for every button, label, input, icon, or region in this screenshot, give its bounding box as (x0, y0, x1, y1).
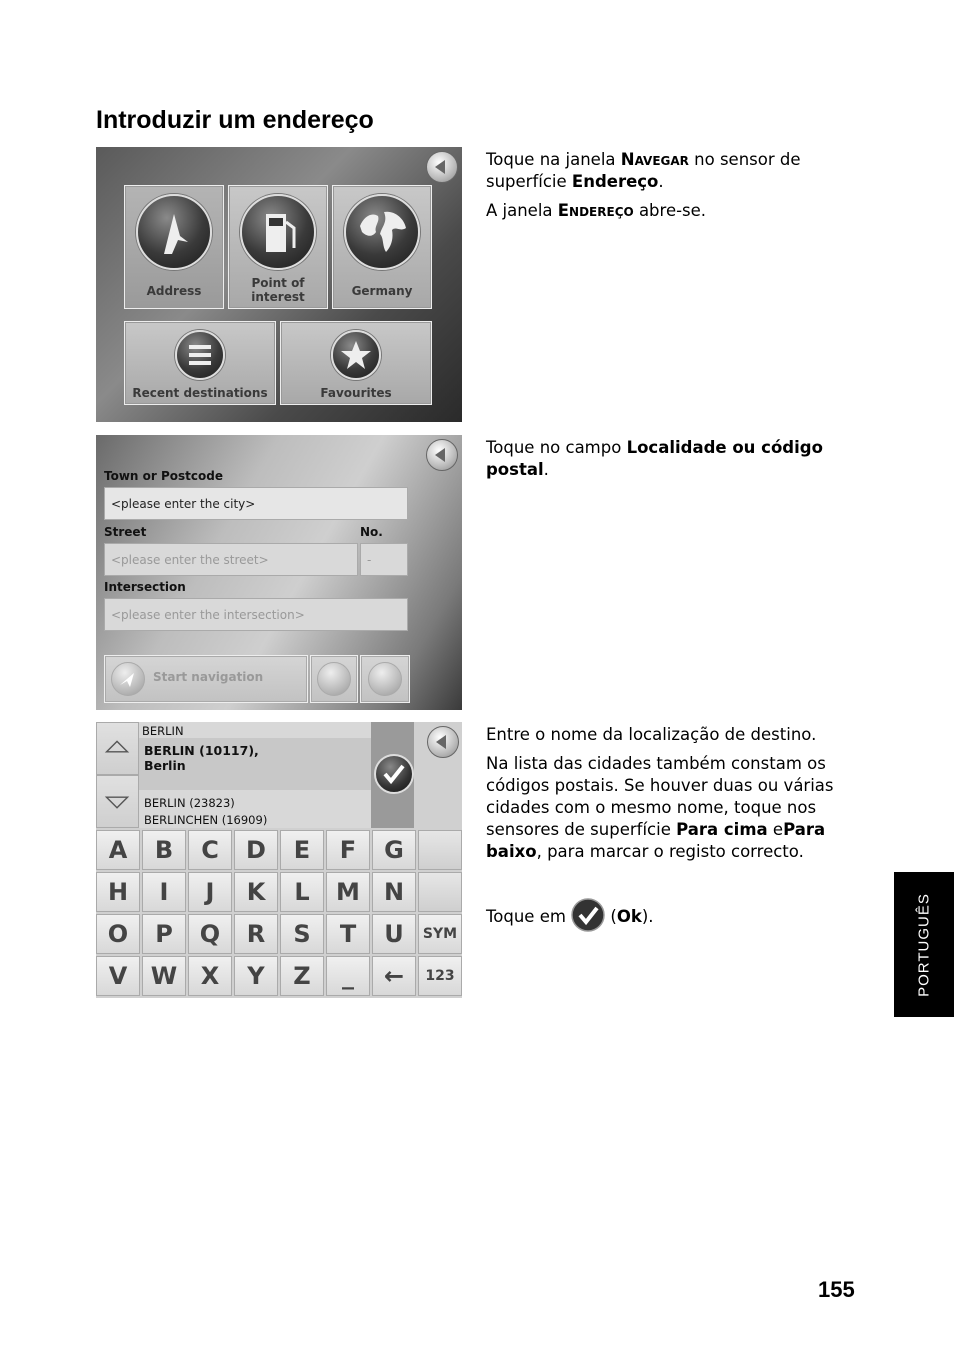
fuel-pump-icon (240, 194, 316, 270)
country-tile-label: Germany (351, 284, 413, 298)
scroll-down-button[interactable] (96, 775, 139, 828)
window-name: Navegar (620, 150, 689, 169)
poi-tile-label (229, 276, 327, 304)
key[interactable]: B (142, 830, 186, 870)
key[interactable]: G (372, 830, 416, 870)
check-icon (376, 756, 412, 792)
favourites-tile[interactable] (280, 321, 432, 405)
poi-label-line2: interest (251, 290, 305, 304)
list-item[interactable]: BERLIN (23823) (144, 796, 235, 810)
selected-line1: BERLIN (10117), (144, 743, 259, 758)
key[interactable]: S (280, 914, 324, 954)
back-button[interactable] (426, 151, 458, 183)
text: . (543, 460, 549, 479)
check-icon (571, 898, 605, 932)
bold-term: Ok (616, 907, 642, 926)
address-tile-label: Address (146, 284, 202, 298)
number-field[interactable]: - (360, 543, 408, 576)
street-label: Street (104, 525, 147, 539)
key[interactable]: E (280, 830, 324, 870)
key[interactable]: V (96, 956, 140, 996)
key[interactable]: C (188, 830, 232, 870)
key[interactable]: Z (280, 956, 324, 996)
key[interactable]: R (234, 914, 278, 954)
town-label: Town or Postcode (104, 469, 223, 483)
keyboard-screen (96, 722, 462, 998)
text: A janela (486, 201, 558, 220)
text: , para marcar o registo correcto. (536, 842, 804, 861)
list-icon (175, 330, 225, 380)
key[interactable]: J (188, 872, 232, 912)
key[interactable]: K (234, 872, 278, 912)
text: Na lista das cidades também constam os códigos postais. Se houver duas ou várias cidades com o mesmo nome, toque nos sensores de superfície (486, 754, 834, 839)
section3-paragraph3 (486, 898, 866, 932)
key[interactable]: SYM (418, 914, 462, 954)
page-number: 155 (818, 1277, 855, 1302)
country-tile[interactable] (332, 185, 432, 309)
key[interactable]: D (234, 830, 278, 870)
navigation-arrow-icon (111, 662, 145, 696)
intersection-label: Intersection (104, 580, 186, 594)
text: abre-se. (633, 201, 707, 220)
key[interactable]: Q (188, 914, 232, 954)
text: e (767, 820, 784, 839)
section3-paragraph1: Entre o nome da localização de destino. (486, 725, 817, 744)
save-icon (368, 662, 402, 696)
address-tile[interactable] (124, 185, 224, 309)
key[interactable]: ← (372, 956, 416, 996)
key[interactable]: 123 (418, 956, 462, 996)
poi-label-line1: Point of (251, 276, 305, 290)
bold-term: Localidade ou código postal (486, 438, 823, 479)
window-name: Endereço (557, 201, 634, 220)
town-field[interactable]: <please enter the city> (104, 487, 408, 520)
text: Toque no campo (486, 438, 627, 457)
number-label: No. (360, 525, 383, 539)
key[interactable]: T (326, 914, 370, 954)
key[interactable]: W (142, 956, 186, 996)
text: . (658, 172, 664, 191)
key[interactable]: H (96, 872, 140, 912)
selected-line2: Berlin (144, 758, 186, 773)
text: ). (641, 907, 654, 926)
section3-paragraph2 (486, 753, 866, 863)
down-arrow-icon (97, 776, 138, 827)
start-navigation-button[interactable] (104, 655, 308, 703)
section1-paragraph2 (486, 200, 866, 222)
bold-term: Endereço (571, 172, 659, 191)
key-blank (418, 830, 462, 870)
intersection-field[interactable]: <please enter the intersection> (104, 598, 408, 631)
language-tab (894, 872, 954, 1017)
back-button[interactable] (427, 726, 459, 758)
recent-destinations-label: Recent destinations (132, 386, 268, 400)
map-button[interactable] (310, 655, 358, 703)
text: Toque em (486, 907, 572, 926)
navigate-screen (96, 147, 462, 422)
key[interactable]: N (372, 872, 416, 912)
language-tab-label: PORTUGUÊS (915, 892, 933, 997)
list-item[interactable]: BERLINCHEN (16909) (144, 813, 268, 827)
text: no sensor de superfície (486, 150, 801, 191)
city-list (139, 722, 371, 828)
input-text: BERLIN (142, 724, 184, 738)
save-button[interactable] (360, 655, 410, 703)
selected-row[interactable] (139, 738, 371, 790)
flag-icon (136, 194, 212, 270)
ok-button[interactable] (374, 754, 414, 794)
key[interactable]: _ (326, 956, 370, 996)
bold-term: Para cima (676, 820, 768, 839)
text: ( (605, 907, 617, 926)
key[interactable]: A (96, 830, 140, 870)
favourites-label: Favourites (320, 386, 392, 400)
section2-paragraph (486, 437, 866, 481)
key[interactable]: M (326, 872, 370, 912)
star-icon (331, 330, 381, 380)
scroll-up-button[interactable] (96, 722, 139, 775)
poi-tile[interactable] (228, 185, 328, 309)
key[interactable]: I (142, 872, 186, 912)
bold-term: Para baixo (486, 820, 826, 861)
key[interactable]: L (280, 872, 324, 912)
globe-icon (344, 194, 420, 270)
back-button[interactable] (426, 439, 458, 471)
map-icon (317, 662, 351, 696)
key[interactable]: O (96, 914, 140, 954)
key[interactable]: Y (234, 956, 278, 996)
text: Toque na janela (486, 150, 621, 169)
street-field[interactable]: <please enter the street> (104, 543, 358, 576)
key[interactable]: U (372, 914, 416, 954)
ok-column (371, 722, 414, 828)
key-blank (418, 872, 462, 912)
address-screen (96, 435, 462, 710)
up-arrow-icon (97, 723, 138, 774)
start-navigation-label: Start navigation (153, 670, 264, 684)
page-title: Introduzir um endereço (96, 106, 374, 134)
key[interactable]: P (142, 914, 186, 954)
key[interactable]: F (326, 830, 370, 870)
section1-paragraph1 (486, 149, 866, 193)
recent-destinations-tile[interactable] (124, 321, 276, 405)
key[interactable]: X (188, 956, 232, 996)
